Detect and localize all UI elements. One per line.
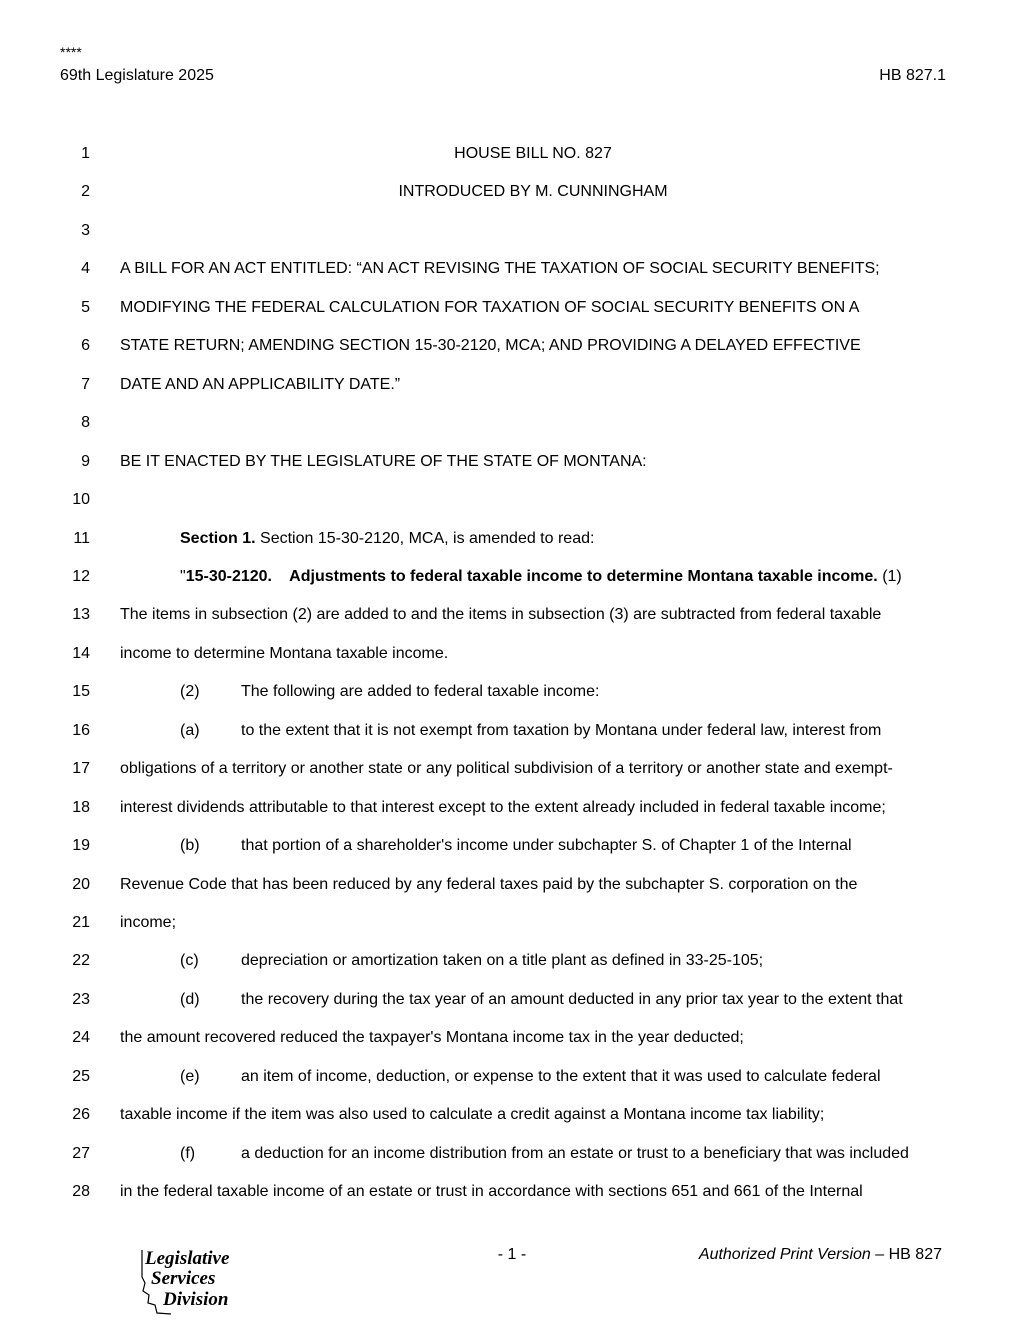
line-number: 17 [72, 760, 90, 778]
bill-line [0, 797, 1024, 819]
open-quote: " [180, 567, 186, 585]
line-number: 26 [72, 1106, 90, 1124]
line-number: 12 [72, 567, 90, 585]
line-text: an item of income, deduction, or expense to the extent that it was used to calculate federal [241, 1067, 881, 1085]
bill-line [0, 720, 1024, 742]
logo-line-3: Division [163, 1289, 229, 1310]
bill-line [0, 1143, 1024, 1165]
bill-sponsor: INTRODUCED BY M. CUNNINGHAM [398, 183, 668, 201]
line-number: 23 [72, 990, 90, 1008]
line-text: STATE RETURN; AMENDING SECTION 15-30-2120, MCA; AND PROVIDING A DELAYED EFFECTIVE [120, 337, 861, 355]
line-text: income to determine Montana taxable income. [120, 644, 449, 662]
line-number: 24 [72, 1029, 90, 1047]
authorized-print-version [699, 1245, 942, 1265]
bill-line [0, 489, 1024, 511]
line-number: 6 [81, 337, 90, 355]
line-text: MODIFYING THE FEDERAL CALCULATION FOR TAXATION OF SOCIAL SECURITY BENEFITS ON A [120, 298, 860, 316]
bill-line [0, 1027, 1024, 1049]
line-text [180, 528, 594, 550]
line-number: 4 [81, 260, 90, 278]
section-heading: Section 1. [180, 529, 256, 547]
bill-line [0, 412, 1024, 434]
line-text: DATE AND AN APPLICABILITY DATE.” [120, 375, 401, 393]
line-text: The items in subsection (2) are added to and the items in subsection (3) are subtracted from federal taxable [120, 606, 882, 624]
subsection-label: (a) [180, 721, 200, 739]
bill-line [0, 758, 1024, 780]
line-text: taxable income if the item was also used to calculate a credit against a Montana income tax liability; [120, 1106, 825, 1124]
subsection-label: (b) [180, 837, 200, 855]
bill-line [0, 258, 1024, 280]
line-number: 27 [72, 1144, 90, 1162]
bill-line [0, 528, 1024, 550]
line-text: in the federal taxable income of an estate or trust in accordance with sections 651 and 661 of the Internal [120, 1183, 863, 1201]
line-number: 21 [72, 914, 90, 931]
bill-line [0, 874, 1024, 896]
line-number: 13 [72, 606, 90, 624]
line-text: Revenue Code that has been reduced by any federal taxes paid by the subchapter S. corporation on the [120, 875, 858, 893]
line-text: a deduction for an income distribution from an estate or trust to a beneficiary that was included [241, 1144, 909, 1162]
line-text: to the extent that it is not exempt from taxation by Montana under federal law, interest from [241, 721, 882, 739]
line-number: 2 [81, 183, 90, 201]
subsection-label: (e) [180, 1067, 200, 1085]
line-number: 11 [73, 529, 90, 547]
line-text: A BILL FOR AN ACT ENTITLED: “AN ACT REVISING THE TAXATION OF SOCIAL SECURITY BENEFITS; [120, 260, 880, 278]
bill-line [0, 835, 1024, 857]
subsection-label: (d) [180, 990, 200, 1008]
line-text: The following are added to federal taxable income: [241, 683, 600, 701]
line-number: 15 [72, 683, 90, 701]
section-text: Section 15-30-2120, MCA, is amended to read: [255, 529, 595, 547]
line-text: BE IT ENACTED BY THE LEGISLATURE OF THE STATE OF MONTANA: [120, 452, 647, 470]
line-text: the recovery during the tax year of an amount deducted in any prior tax year to the extent that [241, 990, 903, 1008]
line-number: 5 [81, 298, 90, 316]
line-number: 10 [72, 491, 90, 509]
line-number: 22 [72, 952, 90, 970]
line-text: the amount recovered reduced the taxpayer's Montana income tax in the year deducted; [120, 1029, 744, 1047]
line-number: 16 [72, 721, 90, 739]
line-number: 28 [72, 1183, 90, 1201]
line-text: interest dividends attributable to that interest except to the extent already included in federal taxable income; [120, 798, 886, 816]
bill-line [0, 374, 1024, 396]
legislature-title: 69th Legislature 2025 [60, 67, 214, 84]
line-number: 7 [81, 375, 90, 393]
bill-line [0, 143, 1024, 165]
line-number: 20 [72, 875, 90, 893]
line-number: 14 [72, 644, 90, 662]
line-number: 3 [81, 221, 90, 239]
header-stars: **** [60, 44, 82, 60]
line-text: income; [120, 914, 177, 931]
subsection-label: (c) [180, 952, 199, 970]
line-text: that portion of a shareholder's income under subchapter S. of Chapter 1 of the Internal [241, 837, 852, 855]
line-text: depreciation or amortization taken on a title plant as defined in 33-25-105; [241, 952, 764, 970]
line-number: 25 [72, 1067, 90, 1085]
bill-line [0, 335, 1024, 357]
subsection-label: (f) [180, 1144, 196, 1162]
bill-line [0, 1066, 1024, 1088]
bill-line [0, 566, 1024, 588]
section-heading: 15-30-2120. Adjustments to federal taxable income to determine Montana taxable income. [185, 567, 878, 585]
bill-line [0, 912, 1024, 934]
line-number: 9 [81, 452, 90, 470]
line-number: 19 [72, 837, 90, 855]
bill-line [0, 643, 1024, 665]
bill-line [0, 220, 1024, 242]
legislative-services-logo [133, 1247, 253, 1315]
line-number: 18 [72, 798, 90, 816]
line-number: 1 [81, 145, 90, 162]
authorized-label: Authorized Print Version [698, 1246, 871, 1263]
logo-line-2: Services [151, 1268, 216, 1289]
line-text: obligations of a territory or another state or any political subdivision of a territory or another state and exempt- [120, 760, 893, 778]
bill-line [0, 604, 1024, 626]
line-number: 8 [81, 414, 90, 432]
line-text [180, 566, 902, 588]
authorized-dash: – [870, 1246, 889, 1263]
section-text: (1) [877, 567, 902, 585]
page-number: - 1 - [497, 1246, 527, 1263]
bill-id: HB 827.1 [879, 67, 946, 84]
authorized-bill: HB 827 [888, 1246, 942, 1263]
bill-line [0, 1104, 1024, 1126]
bill-line [0, 681, 1024, 703]
bill-line [0, 1181, 1024, 1203]
bill-line [0, 950, 1024, 972]
subsection-label: (2) [180, 683, 200, 701]
bill-line [0, 989, 1024, 1011]
bill-title: HOUSE BILL NO. 827 [454, 145, 612, 162]
bill-line [0, 451, 1024, 473]
bill-line [0, 181, 1024, 203]
bill-line [0, 297, 1024, 319]
logo-line-1: Legislative [145, 1248, 230, 1269]
